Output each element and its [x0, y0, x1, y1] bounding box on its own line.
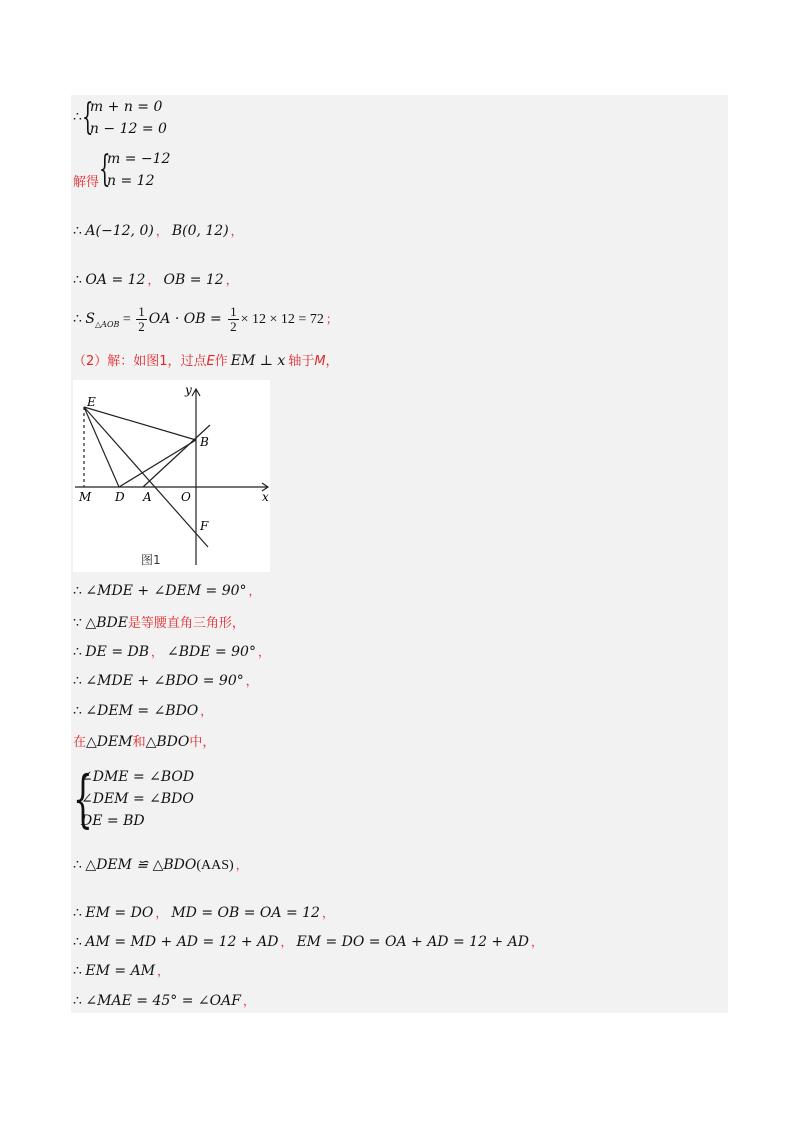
label-o: O — [181, 490, 191, 504]
brace: { — [73, 762, 93, 835]
step-line: ∴ ∠MDE + ∠DEM = 90° ， — [73, 583, 261, 599]
equation: n = 12 — [107, 173, 155, 189]
label-m: M — [79, 490, 92, 504]
step-line: 在△DEM和△BDO中， — [73, 734, 216, 750]
geometry-figure — [73, 380, 270, 572]
step-line: ∴ EM = DO ， MD = OB = OA = 12 ， — [73, 905, 334, 921]
label-e: E — [87, 395, 96, 409]
equation: ∠DME = ∠BOD — [81, 769, 195, 785]
system-equations-2 — [73, 762, 195, 835]
label-f: F — [200, 519, 209, 533]
step-line: ∴ ∠MDE + ∠BDO = 90° ， — [73, 673, 258, 689]
segment-eb — [84, 407, 196, 440]
system-equations-1 — [73, 96, 167, 140]
step-line: ∴ EM = AM ， — [73, 963, 170, 979]
figure-caption: 图1 — [141, 553, 161, 567]
lengths-line: ∴ OA = 12 ， OB = 12 ， — [73, 272, 238, 288]
therefore-symbol: ∴ — [73, 110, 82, 125]
segment-ed — [84, 407, 119, 487]
label-b: B — [200, 435, 209, 449]
point-a: A(−12, 0) — [85, 223, 154, 239]
brace: { — [81, 97, 94, 138]
step-line: ∴ ∠MAE = 45° = ∠OAF ， — [73, 993, 255, 1009]
figure-svg — [73, 380, 270, 572]
part2-heading: （2）解：如图1，过点E作 EM ⊥ x 轴于M， — [73, 353, 339, 369]
equation: ∠DEM = ∠BDO — [81, 791, 194, 807]
fraction: $\frac{1}{2}$ — [138, 304, 145, 335]
label-y: y — [185, 383, 192, 397]
length-ob: OB = 12 — [163, 272, 224, 288]
segment-db — [119, 440, 196, 487]
label-a: A — [143, 490, 152, 504]
line-ef — [84, 407, 208, 547]
step-line: ∵ △BDE是等腰直角三角形， — [73, 615, 245, 631]
congruence-line: ∴ △DEM ≌ △BDO(AAS) ， — [73, 857, 248, 873]
label-d: D — [115, 490, 125, 504]
points-line: ∴ A(−12, 0) ， B(0, 12) ， — [73, 223, 243, 239]
step-line: ∴ DE = DB ， ∠BDE = 90° ， — [73, 644, 270, 660]
brace: { — [99, 149, 111, 190]
length-oa: OA = 12 — [85, 272, 146, 288]
step-line: ∴ ∠DEM = ∠BDO ， — [73, 703, 213, 719]
solution-system — [73, 148, 170, 192]
equation: m + n = 0 — [89, 99, 163, 115]
fraction: $\frac{1}{2}$ — [230, 304, 237, 335]
equation: n − 12 = 0 — [89, 121, 167, 137]
area-line: ∴ $S_{\triangle AOB}$ = $\frac{1}{2}$ OA · OB = $\frac{1}{2}$ × 12 × 12 = 72 ； — [73, 304, 338, 335]
solve-label: 解得 — [73, 175, 100, 190]
label-x: x — [262, 490, 269, 504]
point-b: B(0, 12) — [171, 223, 229, 239]
equation: DE = BD — [81, 813, 145, 829]
step-line: ∴ AM = MD + AD = 12 + AD ， EM = DO = OA + AD = 12 + AD ， — [73, 934, 543, 950]
equation: m = −12 — [107, 151, 171, 167]
